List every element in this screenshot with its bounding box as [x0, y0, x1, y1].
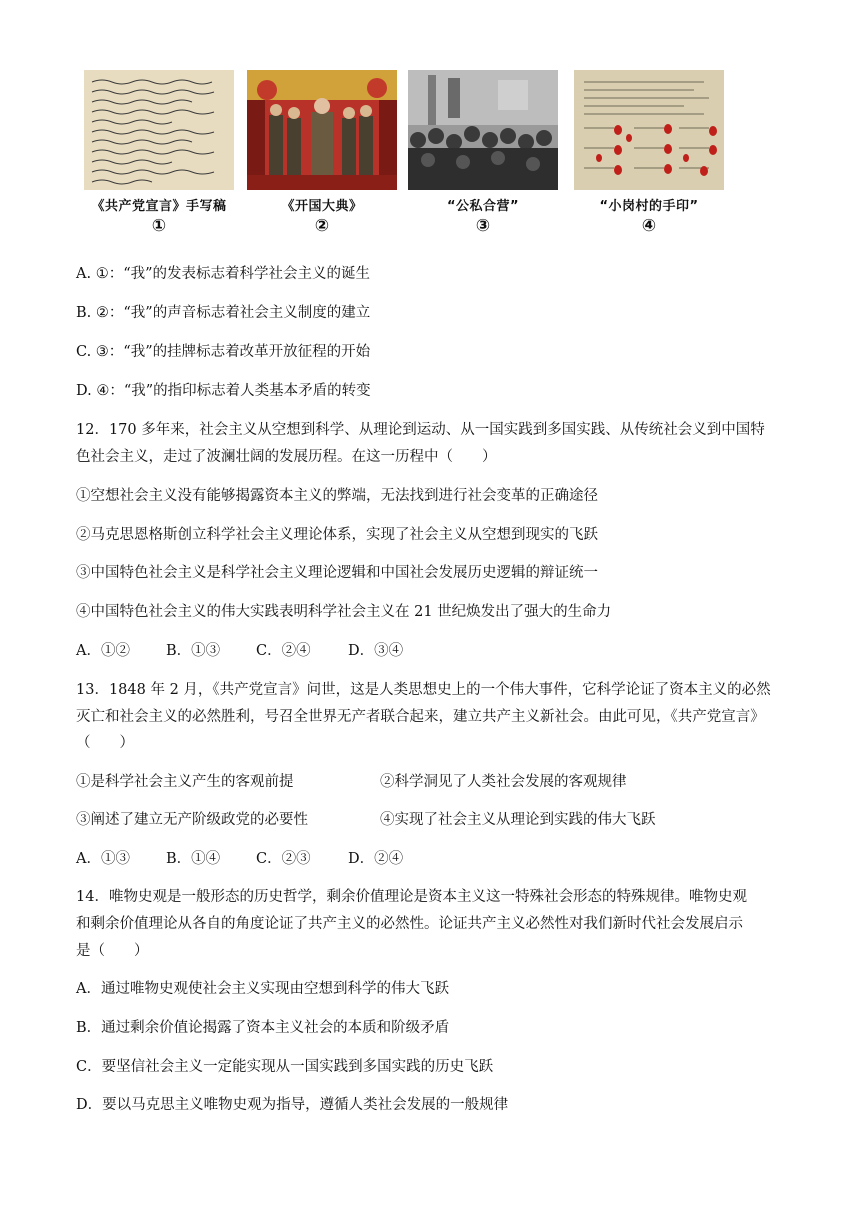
q11-option-b: B. ②：“我”的声音标志着社会主义制度的建立	[76, 305, 371, 321]
q13-statement-3: ③阐述了建立无产阶级政党的必要性	[76, 812, 308, 828]
figure-number: ①	[151, 216, 167, 236]
q12-options	[76, 639, 403, 660]
q12-option-a: A．①②	[76, 643, 130, 659]
figure-3	[408, 70, 558, 236]
q13-statement-1: ①是科学社会主义产生的客观前提	[76, 774, 294, 790]
q12-statement-4: ④中国特色社会主义的伟大实践表明科学社会主义在 21 世纪焕发出了强大的生命力	[76, 604, 612, 620]
q14-option-a: A．通过唯物史观使社会主义实现由空想到科学的伟大飞跃	[76, 981, 449, 997]
manuscript-image	[84, 70, 234, 190]
q14-stem-line-2: 和剩余价值理论从各自的角度论证了共产主义的必然性。论证共产主义必然性对我们新时代社会发展启示	[76, 916, 743, 932]
q12-statement-3: ③中国特色社会主义是科学社会主义理论逻辑和中国社会发展历史逻辑的辩证统一	[76, 565, 598, 581]
q11-option-d: D. ④：“我”的指印标志着人类基本矛盾的转变	[76, 383, 371, 399]
q12-option-c: C．②④	[256, 643, 311, 659]
q13-option-c: C．②③	[256, 851, 311, 867]
figure-number: ③	[475, 216, 491, 236]
q12-option-d: D．③④	[348, 643, 404, 659]
q12-stem-line-2: 色社会主义，走过了波澜壮阔的发展历程。在这一历程中（ ）	[76, 449, 497, 465]
figure-row	[84, 70, 734, 240]
q11-option-c: C. ③：“我”的挂牌标志着改革开放征程的开始	[76, 344, 371, 360]
q14-option-c: C．要坚信社会主义一定能实现从一国实践到多国实践的历史飞跃	[76, 1059, 494, 1075]
figure-caption: “公私合营”	[446, 199, 520, 214]
q12-option-b: B．①③	[166, 643, 221, 659]
founding-ceremony-image	[247, 70, 397, 190]
q13-statement-4: ④实现了社会主义从理论到实践的伟大飞跃	[380, 812, 656, 828]
q14-stem-line-3: 是（ ）	[76, 943, 149, 959]
q14-stem-line-1: 14．唯物史观是一般形态的历史哲学，剩余价值理论是资本主义这一特殊社会形态的特殊规律。唯物史观	[76, 889, 747, 905]
q13-option-b: B．①④	[166, 851, 221, 867]
figure-2	[247, 70, 397, 236]
q13-option-a: A．①③	[76, 851, 130, 867]
q12-stem-line-1: 12．170 多年来，社会主义从空想到科学、从理论到运动、从一国实践到多国实践、从传统社会义到中国特	[76, 422, 765, 438]
figure-4	[574, 70, 724, 236]
q13-options	[76, 847, 403, 868]
fingerprints-document-image	[574, 70, 724, 190]
q12-statement-2: ②马克思恩格斯创立科学社会主义理论体系，实现了社会主义从空想到现实的飞跃	[76, 527, 598, 543]
figure-number: ②	[314, 216, 330, 236]
q13-stem-line-3: （ ）	[76, 735, 134, 751]
figure-caption: 《共产党宣言》手写稿	[91, 199, 227, 214]
figure-caption: “小岗村的手印”	[599, 199, 699, 214]
q13-statement-2: ②科学洞见了人类社会发展的客观规律	[380, 774, 627, 790]
figure-1	[84, 70, 234, 236]
figure-caption: 《开国大典》	[281, 199, 363, 214]
q14-option-d: D．要以马克思主义唯物史观为指导，遵循人类社会发展的一般规律	[76, 1097, 509, 1113]
figure-number: ④	[641, 216, 657, 236]
q13-stem-line-2: 灭亡和社会主义的必然胜利，号召全世界无产者联合起来，建立共产主义新社会。由此可见，《共产党宣言》	[76, 709, 765, 725]
q13-stem-line-1: 13．1848 年 2 月，《共产党宣言》问世，这是人类思想史上的一个伟大事件，它科学论证了资本主义的必然	[76, 682, 771, 698]
q11-option-a: A. ①：“我”的发表标志着科学社会主义的诞生	[76, 266, 371, 282]
joint-venture-photo	[408, 70, 558, 190]
q14-option-b: B．通过剩余价值论揭露了资本主义社会的本质和阶级矛盾	[76, 1020, 450, 1036]
q13-option-d: D．②④	[348, 851, 404, 867]
q12-statement-1: ①空想社会主义没有能够揭露资本主义的弊端，无法找到进行社会变革的正确途径	[76, 488, 598, 504]
